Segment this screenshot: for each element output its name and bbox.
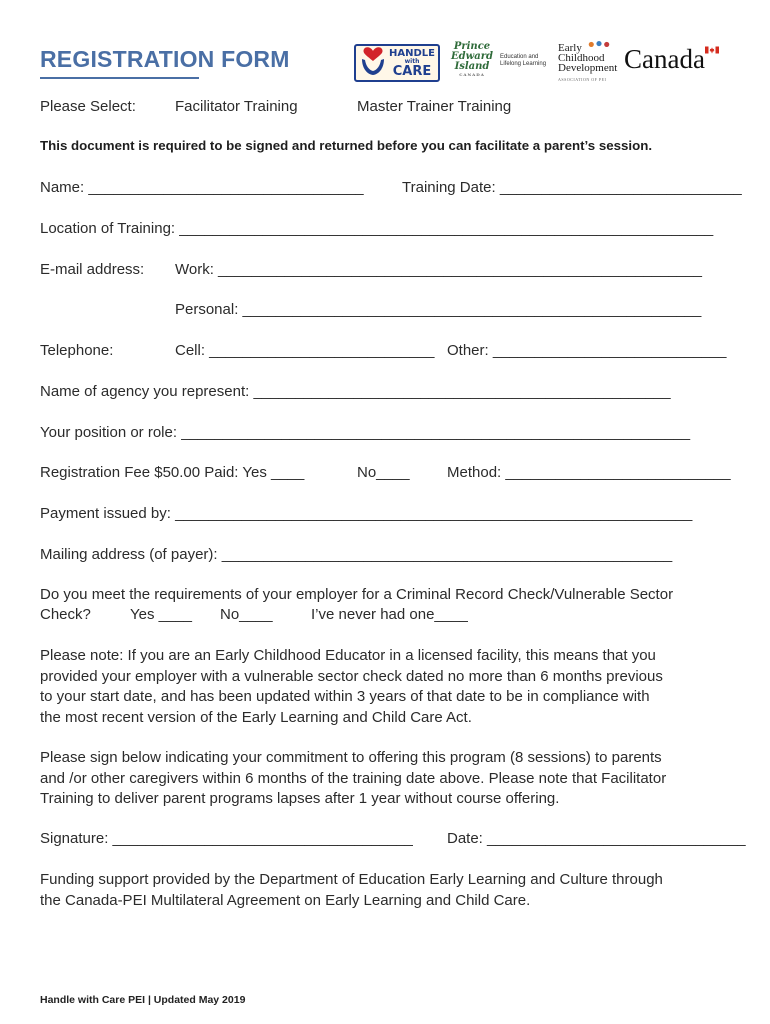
note-line-1: Please note: If you are an Early Childhood Educator in a licensed facility, this means that you [40,647,656,664]
other-phone-field[interactable]: Other: ____________________________ [447,342,727,359]
criminal-check-word: Check? [40,606,91,623]
location-field[interactable]: Location of Training: ________________________________________________________________ [40,220,714,237]
ecd-line-2: Childhood [558,52,605,64]
commitment-line-3: Training to deliver parent programs lapses after 1 year without course offering. [40,790,560,807]
name-field[interactable]: Name: _________________________________ [40,179,364,196]
ecd-line-1: Early [558,42,582,54]
signature-field[interactable]: Signature: ____________________________________ [40,830,413,847]
note-line-3: to your start date, and has been updated within 3 years of that date to be in compliance with [40,688,650,705]
children-figures-icon [586,41,612,53]
ecda-logo [558,43,616,81]
pei-line-2: Edward [451,51,493,62]
edu-line-1: Education and [500,54,539,60]
title-underline [40,77,199,79]
email-label: E-mail address: [40,261,145,278]
personal-email-field[interactable]: Personal: _______________________________________________________ [175,301,702,318]
funding-line-1: Funding support provided by the Department of Education Early Learning and Culture through [40,871,663,888]
criminal-check-never[interactable]: I’ve never had one____ [311,606,468,623]
commitment-line-1: Please sign below indicating your commitment to offering this program (8 sessions) to parents [40,749,662,766]
page-footer: Handle with Care PEI | Updated May 2019 [40,994,246,1006]
heart-hands-icon [360,47,386,77]
pei-sub: CANADA [459,72,485,77]
criminal-check-no[interactable]: No____ [220,606,273,623]
funding-line-2: the Canada-PEI Multilateral Agreement on Early Learning and Child Care. [40,891,531,909]
canada-text: Canada [624,44,705,74]
commitment-paragraph [40,748,740,810]
criminal-check-question: Do you meet the requirements of your employer for a Criminal Record Check/Vulnerable Sector [40,586,674,603]
agency-field[interactable]: Name of agency you represent: __________________________________________________ [40,383,671,400]
ece-note-paragraph [40,646,740,728]
criminal-check-yes[interactable]: Yes ____ [130,606,193,623]
commitment-line-2: and /or other caregivers within 6 months of the training date above. Please note that Facilitator [40,769,667,787]
position-field[interactable]: Your position or role: _____________________________________________________________ [40,424,691,441]
logo-strip [354,40,734,84]
edu-line-2: Lifelong Learning [500,61,547,67]
pei-logo [450,42,494,78]
signature-date-field[interactable]: Date: _______________________________ [447,830,746,847]
funding-paragraph [40,870,740,911]
ecd-line-3: Development [558,62,618,74]
canada-wordmark [624,44,705,78]
hwc-line-2: with [404,58,420,65]
ecd-sub: ASSOCIATION OF PEI [558,77,607,82]
select-label: Please Select: [40,98,136,115]
fee-paid-no-field[interactable]: No____ [357,464,410,481]
hwc-line-3: CARE [392,64,432,79]
fee-paid-yes-field[interactable]: Registration Fee $50.00 Paid: Yes ____ [40,464,305,481]
payment-method-field[interactable]: Method: ___________________________ [447,464,731,481]
hwc-line-1: HANDLE [389,48,435,59]
telephone-label: Telephone: [40,342,114,359]
canada-flag-icon [705,46,719,54]
signature-required-notice: This document is required to be signed and returned before you can facilitate a parent’s session. [40,138,653,153]
handle-with-care-logo [354,44,440,82]
cell-field[interactable]: Cell: ___________________________ [175,342,435,359]
facilitator-training-option[interactable]: Facilitator Training [175,98,298,115]
master-trainer-option[interactable]: Master Trainer Training [357,98,512,115]
work-email-field[interactable]: Work: __________________________________________________________ [175,261,702,278]
note-line-4: the most recent version of the Early Learning and Child Care Act. [40,708,472,726]
training-date-field[interactable]: Training Date: _____________________________ [402,179,742,196]
form-title: REGISTRATION FORM [40,46,290,72]
pei-line-1: Prince [453,41,491,52]
payment-issued-by-field[interactable]: Payment issued by: ______________________________________________________________ [40,505,693,522]
pei-line-3: Island [454,61,490,72]
mailing-address-field[interactable]: Mailing address (of payer): ______________________________________________________ [40,546,673,563]
note-line-2: provided your employer with a vulnerable sector check dated no more than 6 months previous [40,667,663,685]
education-department-logo [500,54,550,68]
